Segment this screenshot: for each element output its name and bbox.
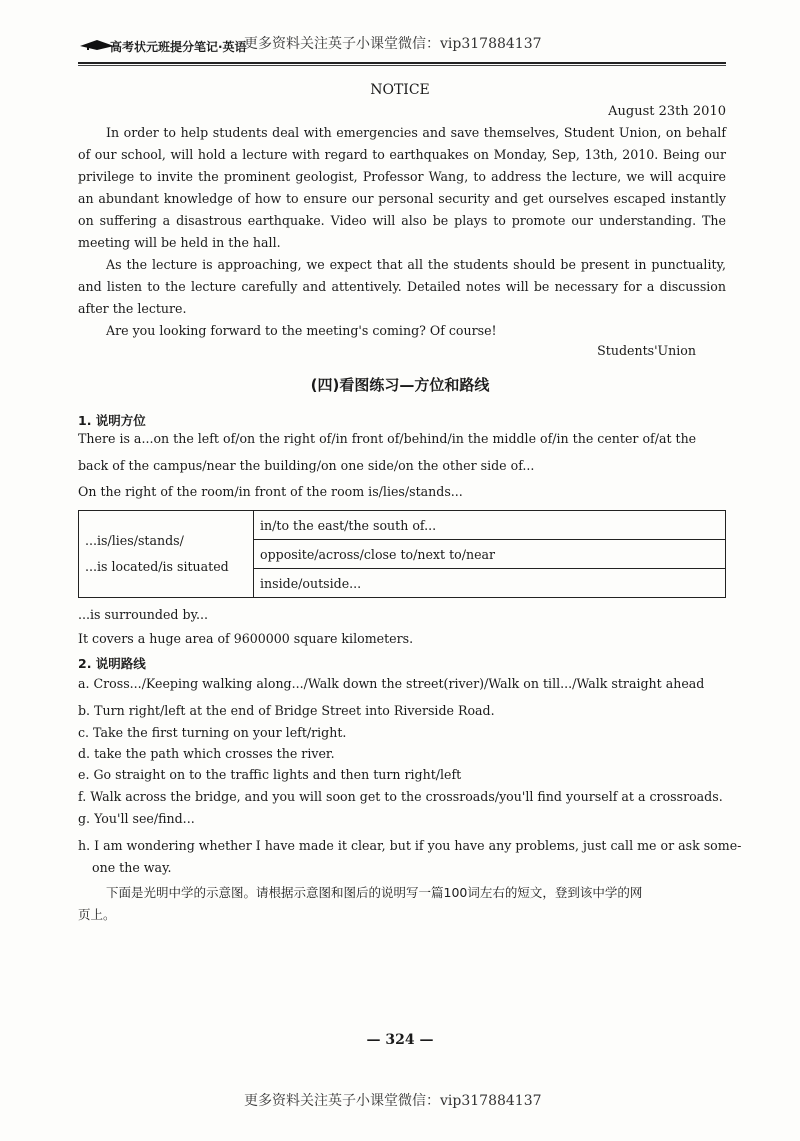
header-rule (78, 62, 726, 64)
part1-line-2: back of the campus/near the building/on one side/on the other side of... (78, 458, 535, 473)
route-item-h-cont: one the way. (92, 860, 172, 875)
watermark-bottom: 更多资料关注英子小课堂微信：vip317884137 (244, 1093, 542, 1109)
route-item-g: g. You'll see/find... (78, 811, 195, 826)
table-cell: in/to the east/the south of... (254, 511, 726, 540)
header-rule-thin (78, 65, 726, 66)
section-title: (四)看图练习—方位和路线 (310, 376, 490, 394)
table-cell: inside/outside... (254, 569, 726, 598)
part1-line-3: On the right of the room/in front of the room is/lies/stands... (78, 484, 463, 499)
table-left-line-1: ...is/lies/stands/ (85, 533, 184, 548)
table-left-cell (79, 511, 254, 598)
route-item-h: h. I am wondering whether I have made it clear, but if you have any problems, just call me or ask some- (78, 838, 742, 853)
task-instruction-1: 下面是光明中学的示意图。请根据示意图和图后的说明写一篇100词左右的短文，登到该中学的网 (106, 885, 643, 900)
notice-paragraph-1: In order to help students deal with emergencies and save themselves, Student Union, on behalf of our school, will hold a lecture with regard to earthquakes on Monday, Sep, 13th, 2010. Being our privilege to invite the prominent geologist, Professor Wang, to address the lecture, we will acquire an abundant knowledge of how to ensure our personal security and get ourselves escaped instantly on suffering a disastrous earthquake. Video will also be plays to promote our understanding. The meeting will be held in the hall. (78, 125, 726, 250)
book-title: 高考状元班提分笔记·英语 (110, 40, 247, 54)
part2-heading: 2. 说明路线 (78, 656, 146, 671)
part1-line-1: There is a...on the left of/on the right of/in front of/behind/in the middle of/in the center of/at the (78, 431, 697, 446)
task-instruction-2: 页上。 (78, 907, 116, 922)
route-item-c: c. Take the first turning on your left/right. (78, 725, 347, 740)
page-number: — 324 — (366, 1032, 434, 1048)
route-item-f: f. Walk across the bridge, and you will soon get to the crossroads/you'll find yourself at a crossroads. (78, 789, 723, 804)
route-item-a: a. Cross.../Keeping walking along.../Walk down the street(river)/Walk on till.../Walk straight ahead (78, 676, 705, 691)
part1-after-2: It covers a huge area of 9600000 square kilometers. (78, 631, 414, 646)
notice-paragraph-3: Are you looking forward to the meeting's coming? Of course! (106, 323, 497, 338)
table-cell: opposite/across/close to/next to/near (254, 540, 726, 569)
route-item-e: e. Go straight on to the traffic lights and then turn right/left (78, 767, 462, 782)
part1-heading: 1. 说明方位 (78, 413, 146, 428)
watermark-top: 更多资料关注英子小课堂微信：vip317884137 (244, 36, 542, 52)
table-left-line-2: ...is located/is situated (85, 559, 229, 574)
route-item-b: b. Turn right/left at the end of Bridge Street into Riverside Road. (78, 703, 495, 718)
route-item-d: d. take the path which crosses the river. (78, 746, 335, 761)
notice-paragraph-2: As the lecture is approaching, we expect that all the students should be present in punctuality, and listen to the lecture carefully and attentively. Detailed notes will be necessary for a discussion after the lecture. (78, 257, 726, 316)
part1-after-1: ...is surrounded by... (78, 607, 209, 622)
phrase-table (78, 510, 726, 598)
notice-title: NOTICE (370, 82, 430, 98)
notice-signature: Students'Union (597, 343, 696, 358)
notice-date: August 23th 2010 (608, 104, 726, 119)
